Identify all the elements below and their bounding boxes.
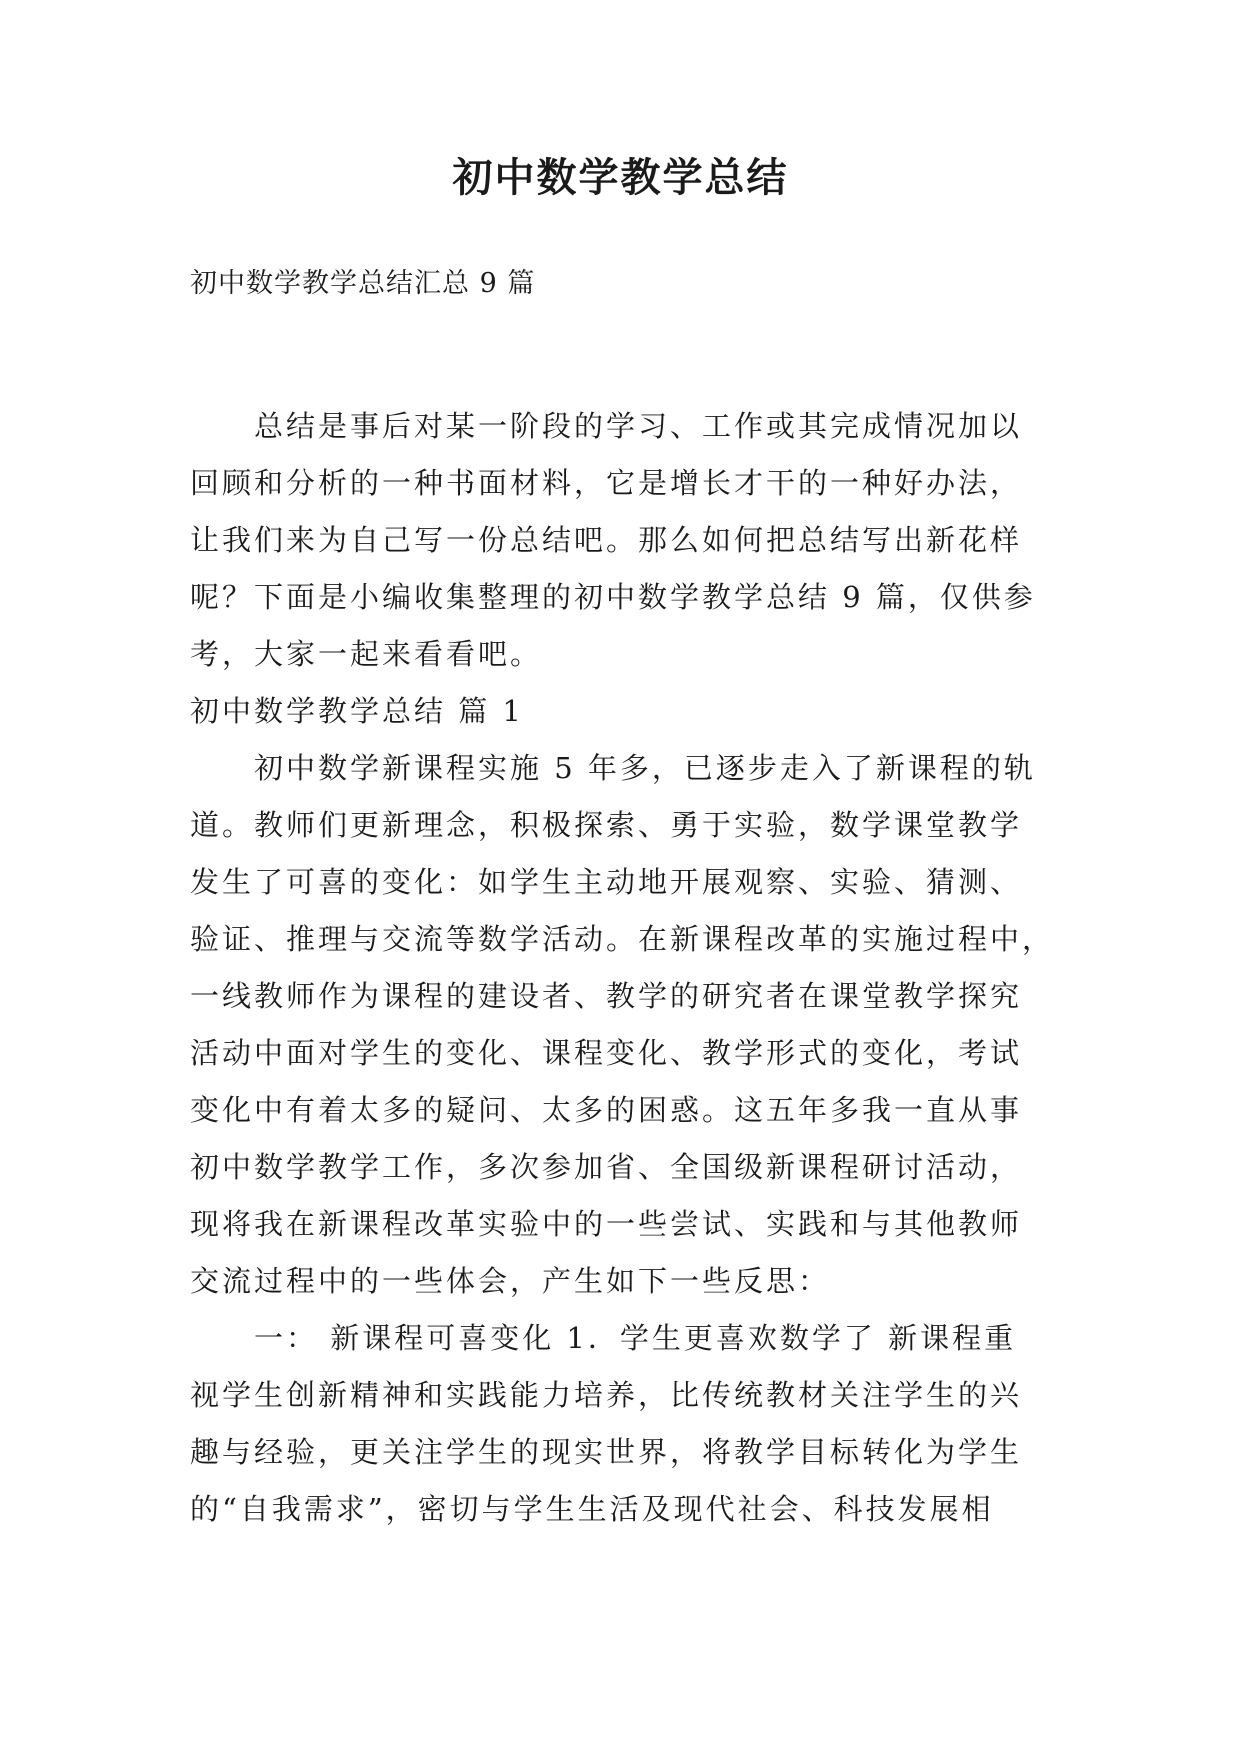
paragraph-line: 现将我在新课程改革实验中的一些尝试、实践和与其他教师 bbox=[190, 1207, 1023, 1241]
paragraph-line: 考，大家一起来看看吧。 bbox=[190, 637, 543, 671]
paragraph-line: 让我们来为自己写一份总结吧。那么如何把总结写出新花样 bbox=[190, 523, 1023, 557]
paragraph-line: 发生了可喜的变化：如学生主动地开展观察、实验、猜测、 bbox=[190, 865, 1023, 899]
paragraph-line: 一线教师作为课程的建设者、教学的研究者在课堂教学探究 bbox=[190, 979, 1023, 1013]
paragraph-line: 视学生创新精神和实践能力培养，比传统教材关注学生的兴 bbox=[190, 1378, 1023, 1412]
paragraph-line: 呢？下面是小编收集整理的初中数学教学总结 9 篇，仅供参 bbox=[190, 580, 1036, 614]
paragraph-line: 的“自我需求”，密切与学生生活及现代社会、科技发展相 bbox=[190, 1492, 994, 1526]
paragraph-line: 交流过程中的一些体会，产生如下一些反思： bbox=[190, 1264, 831, 1298]
paragraph-line: 验证、推理与交流等数学活动。在新课程改革的实施过程中， bbox=[190, 922, 1055, 956]
paragraph-line: 初中数学新课程实施 5 年多，已逐步走入了新课程的轨 bbox=[254, 751, 1036, 785]
document-title: 初中数学教学总结 bbox=[452, 154, 789, 201]
section-heading: 初中数学教学总结 篇 1 bbox=[190, 694, 524, 728]
paragraph-line: 总结是事后对某一阶段的学习、工作或其完成情况加以 bbox=[254, 409, 1023, 443]
paragraph-line: 道。教师们更新理念，积极探索、勇于实验，数学课堂教学 bbox=[190, 808, 1023, 842]
paragraph-line: 活动中面对学生的变化、课程变化、教学形式的变化，考试 bbox=[190, 1036, 1023, 1070]
paragraph-line: 趣与经验，更关注学生的现实世界，将教学目标转化为学生 bbox=[190, 1435, 1023, 1469]
paragraph-line: 一： 新课程可喜变化 1．学生更喜欢数学了 新课程重 bbox=[254, 1321, 1017, 1355]
paragraph-line: 初中数学教学工作，多次参加省、全国级新课程研讨活动， bbox=[190, 1150, 1023, 1184]
paragraph-line: 变化中有着太多的疑问、太多的困惑。这五年多我一直从事 bbox=[190, 1093, 1023, 1127]
paragraph-line: 回顾和分析的一种书面材料，它是增长才干的一种好办法， bbox=[190, 466, 1023, 500]
document-subtitle: 初中数学教学总结汇总 9 篇 bbox=[190, 268, 536, 299]
